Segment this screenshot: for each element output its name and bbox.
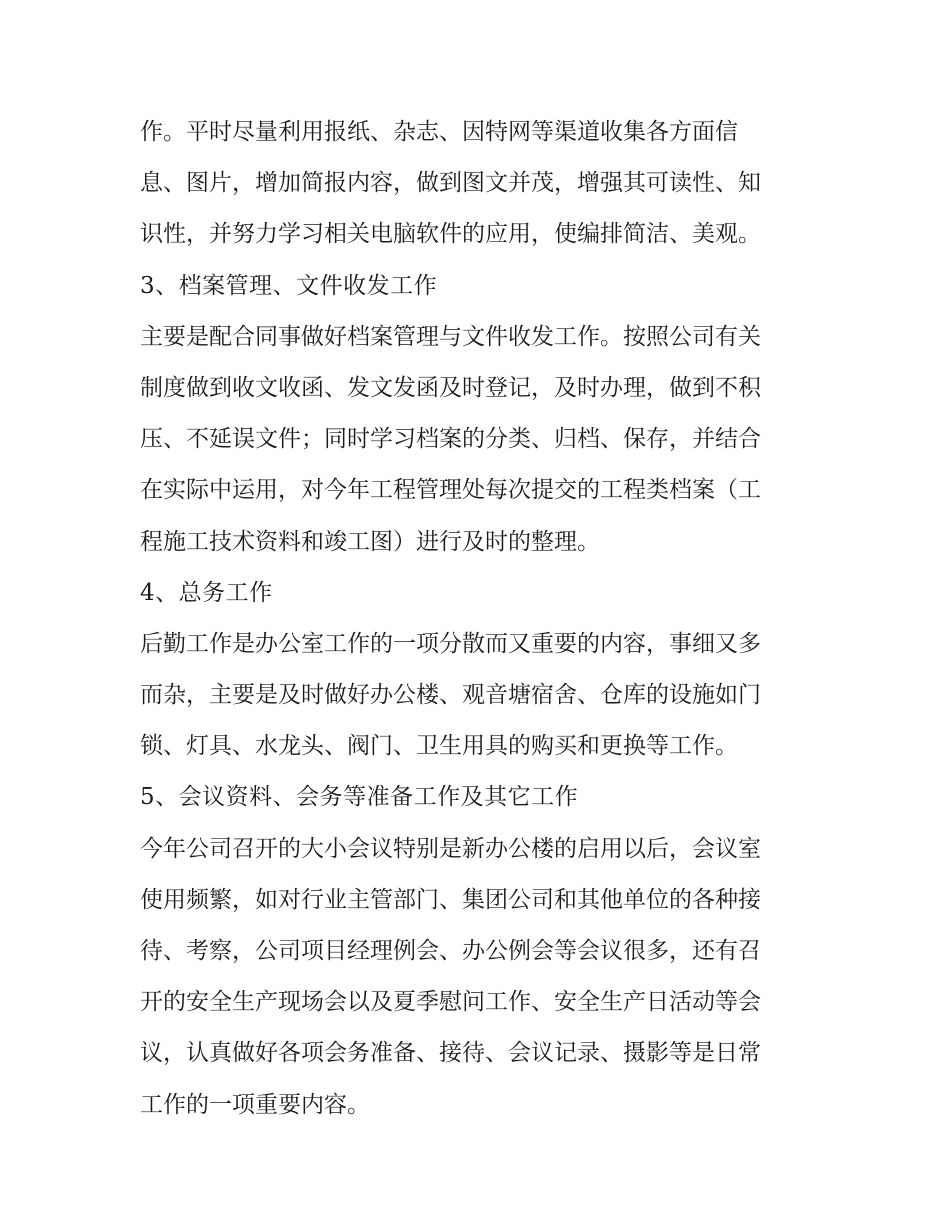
paragraph-line: 工作的一项重要内容。 xyxy=(140,1091,370,1118)
paragraph-line: 待、考察，公司项目经理例会、办公例会等会议很多，还有召 xyxy=(140,938,761,964)
paragraph-line: 识性，并努力学习相关电脑软件的应用，使编排简洁、美观。 xyxy=(140,221,761,248)
paragraph-line: 制度做到收文收函、发文发函及时登记，及时办理，做到不积 xyxy=(140,374,761,401)
paragraph-line: 今年公司召开的大小会议特别是新办公楼的启用以后，会议室 xyxy=(140,835,761,862)
paragraph-line: 而杂，主要是及时做好办公楼、观音塘宿舍、仓库的设施如门 xyxy=(140,682,761,709)
document-body xyxy=(140,107,812,1131)
paragraph-line: 在实际中运用，对今年工程管理处每次提交的工程类档案（工 xyxy=(140,477,761,504)
paragraph-line: 锁、灯具、水龙头、阀门、卫生用具的购买和更换等工作。 xyxy=(140,733,738,760)
paragraph-line: 使用频繁，如对行业主管部门、集团公司和其他单位的各种接 xyxy=(140,886,761,913)
paragraph-line: 开的安全生产现场会以及夏季慰问工作、安全生产日活动等会 xyxy=(140,989,761,1016)
paragraph-line: 息、图片，增加简报内容，做到图文并茂，增强其可读性、知 xyxy=(140,170,761,197)
paragraph-line: 议，认真做好各项会务准备、接待、会议记录、摄影等是日常 xyxy=(140,1040,761,1067)
paragraph-line: 程施工技术资料和竣工图）进行及时的整理。 xyxy=(140,528,600,555)
paragraph-line: 压、不延误文件；同时学习档案的分类、归档、保存，并结合 xyxy=(140,426,761,453)
section-heading-archive: 3、档案管理、文件收发工作 xyxy=(140,272,438,299)
paragraph-line: 后勤工作是办公室工作的一项分散而又重要的内容，事细又多 xyxy=(140,630,761,657)
section-heading-meetings: 5、会议资料、会务等准备工作及其它工作 xyxy=(140,784,579,811)
section-heading-general-affairs: 4、总务工作 xyxy=(140,579,273,606)
paragraph-line: 主要是配合同事做好档案管理与文件收发工作。按照公司有关 xyxy=(140,323,761,350)
paragraph-line: 作。平时尽量利用报纸、杂志、因特网等渠道收集各方面信 xyxy=(140,119,738,145)
